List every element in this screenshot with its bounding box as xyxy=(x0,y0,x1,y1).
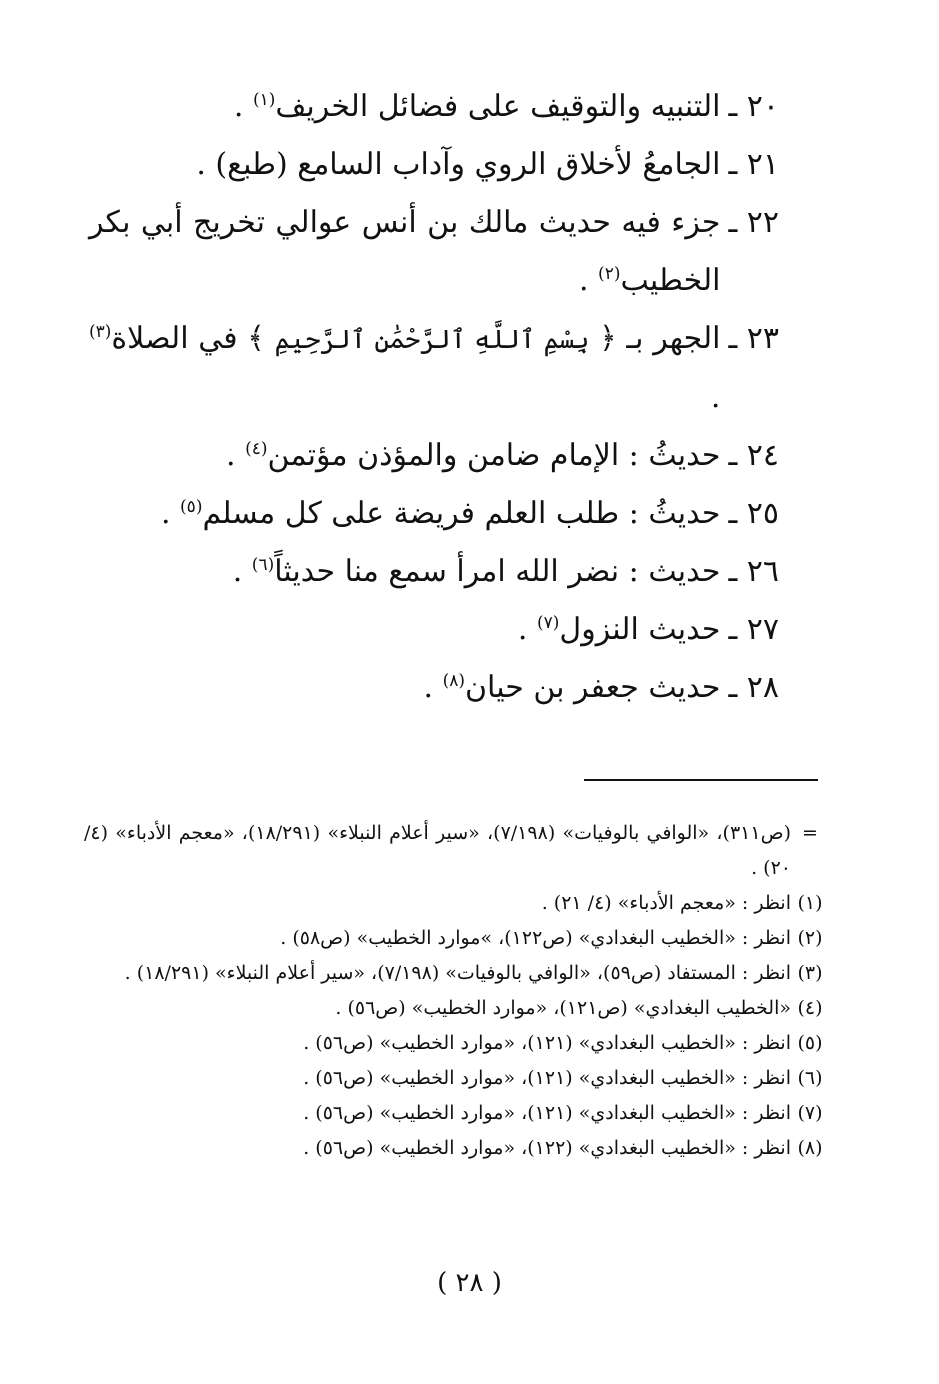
footnote-reference: (٤) xyxy=(245,439,268,459)
footnote-text: انظر : المستفاد (ص٥٩)، «الوافي بالوفيات» (٧/١٩٨)، «سير أعلام النبلاء» (١٨/٢٩١) . xyxy=(124,962,791,984)
entry-text xyxy=(89,194,720,310)
footnote-2 xyxy=(84,921,829,956)
footnote-mark: (١) xyxy=(797,892,823,914)
footnote-text: انظر : «الخطيب البغدادي» (١٢٢)، «موارد الخطيب» (ص٥٦) . xyxy=(303,1137,791,1159)
entry-end-period: . xyxy=(160,496,181,531)
entry-end-period: . xyxy=(578,263,599,298)
entry-end-period: . xyxy=(226,438,246,473)
footnote-mark: (٧) xyxy=(797,1102,823,1124)
footnote-5 xyxy=(84,1026,829,1061)
entry-title: جزء فيه حديث مالك بن أنس عوالي تخريج أبي بكر الخطيب xyxy=(89,205,721,298)
page-number: ( ٢٨ ) xyxy=(437,1268,502,1298)
work-entry-22 xyxy=(89,194,779,310)
entry-text xyxy=(89,310,720,427)
footnote-text: «الخطيب البغدادي» (ص١٢١)، «موارد الخطيب» (ص٥٦) . xyxy=(335,997,791,1019)
work-list xyxy=(89,78,779,717)
entry-text xyxy=(89,136,720,194)
footnote-7 xyxy=(84,1096,829,1131)
footnote-reference: (٥) xyxy=(180,497,203,517)
entry-title: حديث : نضر الله امرأ سمع منا حديثاً xyxy=(274,554,721,589)
footnote-text: انظر : «الخطيب البغدادي» (١٢١)، «موارد الخطيب» (ص٥٦) . xyxy=(303,1032,791,1054)
work-entry-21 xyxy=(89,136,779,194)
footnote-mark: = xyxy=(802,822,818,844)
basmala-calligraphy: بِسْمِ ٱللَّهِ ٱلرَّحْمَٰنِ ٱلرَّحِيمِ xyxy=(274,325,590,355)
entry-title: حديث النزول xyxy=(559,612,721,647)
footnote-reference: (٧) xyxy=(537,613,560,633)
entry-number: ٢٢ ـ xyxy=(728,205,779,240)
footnote-8 xyxy=(84,1131,829,1166)
entry-text xyxy=(89,543,720,601)
entry-title: حديث جعفر بن حيان xyxy=(465,670,721,705)
footnote-3 xyxy=(84,956,829,991)
entry-number: ٢٨ ـ xyxy=(728,670,779,705)
entry-number: ٢٥ ـ xyxy=(728,496,779,531)
footnote-reference: (٢) xyxy=(598,264,621,284)
work-entry-27 xyxy=(89,601,779,659)
entry-number: ٢٧ ـ xyxy=(728,612,779,647)
entry-text xyxy=(89,485,720,543)
entry-number: ٢٣ ـ xyxy=(728,321,779,356)
entry-end-period: . xyxy=(423,670,443,705)
work-entry-25 xyxy=(89,485,779,543)
footnote-reference: (١) xyxy=(252,90,276,110)
entry-end-period: . xyxy=(232,554,252,589)
footnote-mark: (٣) xyxy=(797,962,823,984)
footnote-4 xyxy=(84,991,829,1026)
entry-title: الجامعُ لأخلاق الروي وآداب السامع (طبع) . xyxy=(196,147,721,182)
entry-end-period: . xyxy=(710,380,721,415)
footnote-mark: (٦) xyxy=(797,1067,823,1089)
work-entry-20 xyxy=(89,78,779,136)
entry-number: ٢١ ـ xyxy=(728,147,779,182)
work-entry-23 xyxy=(89,310,779,427)
entry-text xyxy=(89,601,720,659)
work-entry-28 xyxy=(89,659,779,717)
footnote-6 xyxy=(84,1061,829,1096)
footnote-mark: (٤) xyxy=(797,997,823,1019)
entry-number: ٢٦ ـ xyxy=(728,554,779,589)
footnotes xyxy=(84,816,829,1166)
footnote-text: انظر : «معجم الأدباء» (٤/ ٢١) . xyxy=(541,892,791,914)
footnote-text: انظر : «الخطيب البغدادي» (١٢١)، «موارد الخطيب» (ص٥٦) . xyxy=(303,1067,791,1089)
work-entry-24 xyxy=(89,427,779,485)
entry-text xyxy=(89,659,720,717)
footnote-text: انظر : «الخطيب البغدادي» (ص١٢٢)، »موارد الخطيب» (ص٥٨) . xyxy=(280,927,791,949)
footnote-mark: (٥) xyxy=(797,1032,823,1054)
footnote-reference: (٣) xyxy=(89,322,112,342)
entry-title: حديثُ : طلب العلم فريضة على كل مسلم xyxy=(202,496,721,531)
footnote-text: (ص٣١١)، «الوافي بالوفيات» (٧/١٩٨)، «سير أعلام النبلاء» (١٨/٢٩١)، «معجم الأدباء» (٤/ ٢٠) . xyxy=(84,822,791,879)
footnote-text: انظر : «الخطيب البغدادي» (١٢١)، «موارد الخطيب» (ص٥٦) . xyxy=(303,1102,791,1124)
work-entry-26 xyxy=(89,543,779,601)
entry-end-period: . xyxy=(517,612,537,647)
footnote-reference: (٨) xyxy=(442,671,466,691)
footnote-mark: (٨) xyxy=(797,1137,823,1159)
entry-text xyxy=(89,78,720,136)
entry-title: حديثُ : الإمام ضامن والمؤذن مؤتمن xyxy=(267,438,721,473)
entry-title-start: الجهر بـ ﴿ xyxy=(599,321,721,356)
footnote-mark: (٢) xyxy=(797,927,823,949)
entry-title: التنبيه والتوقيف على فضائل الخريف xyxy=(275,89,721,124)
footnote-separator xyxy=(584,779,818,781)
entry-text xyxy=(89,427,720,485)
footnote-1 xyxy=(84,886,829,921)
footnote-reference: (٦) xyxy=(251,555,275,575)
footnote-continuation xyxy=(84,816,829,886)
entry-end-period: . xyxy=(233,89,253,124)
entry-number: ٢٠ ـ xyxy=(728,89,779,124)
entry-title-end: ﴾ في الصلاة xyxy=(111,321,265,356)
entry-number: ٢٤ ـ xyxy=(728,438,779,473)
